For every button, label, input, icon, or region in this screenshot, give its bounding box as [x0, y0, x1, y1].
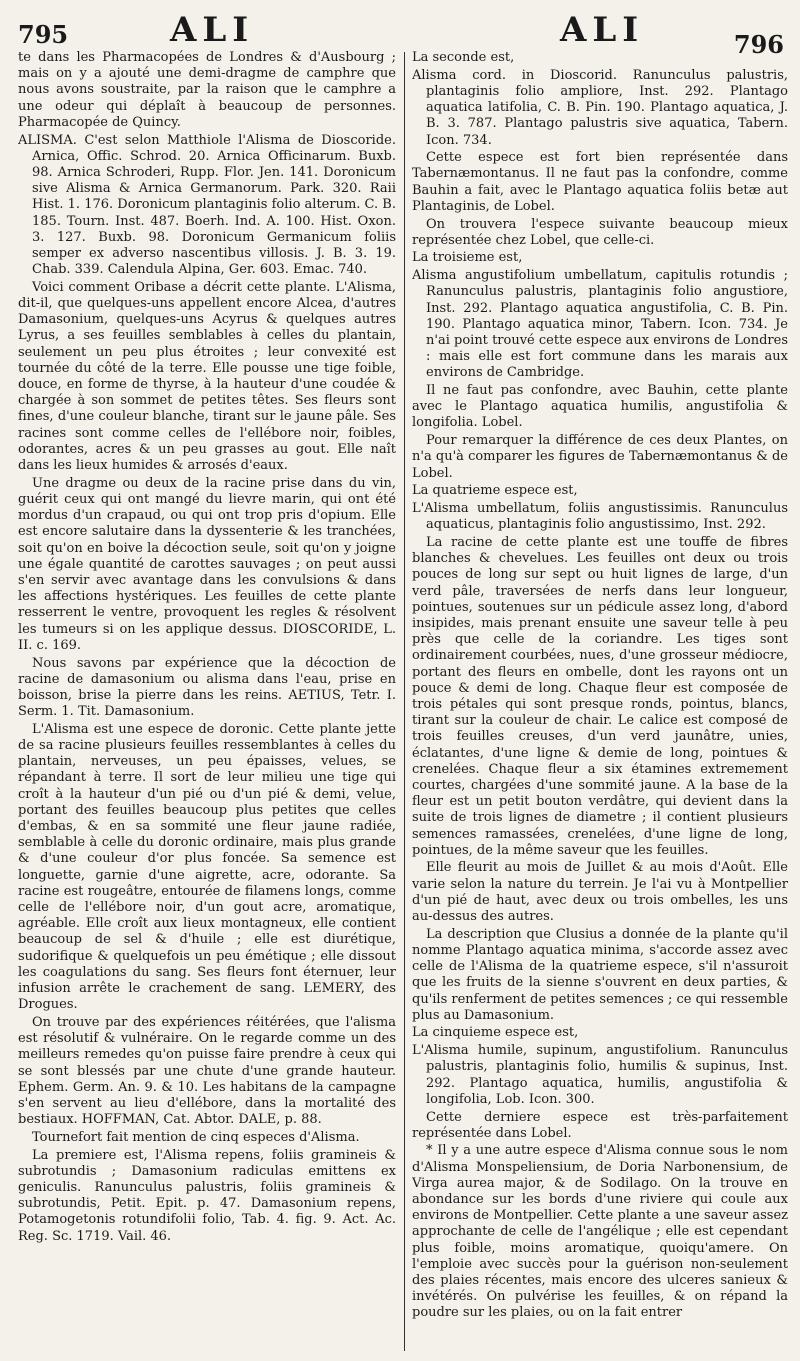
paragraph: Une dragme ou deux de la racine prise dans du vin, guérit ceux qui ont mangé du lievre marin, qui ont été mordus d'un crapaud, ou qui ont trop pris d'opium. Elle est encore salutaire dans la dyssenterie & les tranchées, soit qu'on en boive la décoction seule, soit qu'on y joigne une égale quantité de carottes sauvages ; on peut aussi s'en servir avec avantage dans les convulsions & dans les affections hystériques. Les feuilles de cette plante resserrent le ventre, provoquent les regles & résolvent les tumeurs si on les applique dessus. DIOSCORIDE, L. II. c. 169.	[18, 475, 396, 653]
paragraph: La troisieme est,	[412, 250, 523, 266]
paragraph: L'Alisma humile, supinum, angustifolium. Ranunculus palustris, plantaginis folio, humilis & supinus, Inst. 292. Plantago aquatica, humilis, angustifolia & longifolia, Lob. Icon. 300.	[412, 1043, 788, 1107]
paragraph: te dans les Pharmacopées de Londres & d'Ausbourg ; mais on y a ajouté une demi-dragme de camphre que nous avons soustraite, par la raison que le camphre a une odeur qui déplaît à beaucoup de personnes. Pharmacopée de Quincy.	[18, 50, 396, 130]
paragraph: ALISMA. C'est selon Matthiole l'Alisma de Dioscoride. Arnica, Offic. Schrod. 20. Arnica Officinarum. Buxb. 98. Arnica Schroderi, Rupp. Flor. Jen. 141. Doronicum sive Alisma & Arnica Germanorum. Park. 320. Raii Hist. 1. 176. Doronicum plantaginis folio alterum. C. B. 185. Tourn. Inst. 487. Boerh. Ind. A. 100. Hist. Oxon. 3. 127. Buxb. 98. Doronicum Germanicum foliis semper ex adverso nascentibus villosis. J. B. 3. 19. Chab. 339. Calendula Alpina, Ger. 603. Emac. 740.	[18, 132, 396, 278]
paragraph: Elle fleurit au mois de Juillet & au mois d'Août. Elle varie selon la nature du terrein. Je l'ai vu à Montpellier d'un pié de haut, avec deux ou trois ombelles, les uns au-dessus des autres.	[412, 860, 788, 925]
paragraph: On trouvera l'espece suivante beaucoup mieux représentée chez Lobel, que celle-ci.	[412, 216, 788, 248]
right-page-number: 796	[733, 30, 784, 59]
right-running-head: ALI	[560, 10, 645, 50]
column-divider	[404, 52, 405, 1351]
paragraph: La description que Clusius a donnée de la plante qu'il nomme Plantago aquatica minima, s'accorde assez avec celle de l'Alisma de la quatrieme espece, s'il n'assuroit que les fruits de la sienne s'ouvrent en deux parties, & qu'ils renferment de petites semences ; ce qui ressemble plus au Damasonium.	[412, 926, 788, 1023]
paragraph: Voici comment Oribase a décrit cette plante. L'Alisma, dit-il, que quelques-uns appellent encore Alcea, d'autres Damasonium, quelques-uns Acyrus & quelques autres Lyrus, a ses feuilles semblables à celles du plantain, seulement un peu plus étroites ; leur convexité est tournée du côté de la terre. Elle pousse une tige foible, douce, en forme de thyrse, à la hauteur d'une coudée & chargée à son sommet de petites têtes. Ses fleurs sont fines, d'une couleur blanche, tirant sur le jaune pâle. Ses racines sont comme celles de l'ellébore noir, foibles, odorantes, acres & un peu grasses au gout. Elle naît dans les lieux humides & arrosés d'eaux.	[18, 279, 396, 474]
paragraph: La cinquieme espece est,	[412, 1025, 579, 1041]
left-page-number: 795	[18, 20, 69, 49]
paragraph: L'Alisma umbellatum, foliis angustissimis. Ranunculus aquaticus, plantaginis folio angustissimo, Inst. 292.	[412, 500, 788, 533]
paragraph: Cette derniere espece est très-parfaitement représentée dans Lobel.	[412, 1109, 788, 1141]
paragraph: Alisma angustifolium umbellatum, capitulis rotundis ; Ranunculus palustris, plantaginis folio angustiore, Inst. 292. Plantago aquatica angustifolia, C. B. Pin. 190. Plantago aquatica minor, Tabern. Icon. 734. Je n'ai point trouvé cette espece aux environs de Londres : mais elle est fort commune dans les marais aux environs de Cambridge.	[412, 268, 788, 381]
paragraph: Alisma cord. in Dioscorid. Ranunculus palustris, plantaginis folio ampliore, Inst. 292. Plantago aquatica latifolia, C. B. Pin. 190. Plantago aquatica, J. B. 3. 787. Plantago palustris sive aquatica, Tabern. Icon. 734.	[412, 67, 788, 148]
paragraph: Pour remarquer la différence de ces deux Plantes, on n'a qu'à comparer les figures de Tabernæmontanus & de Lobel.	[412, 433, 788, 481]
paragraph: On trouve par des expériences réitérées, que l'alisma est résolutif & vulnéraire. On le regarde comme un des meilleurs remedes qu'on puisse faire prendre à ceux qui se sont blessés par une chute d'une grande hauteur. Ephem. Germ. An. 9. & 10. Les habitans de la campagne s'en servent au lieu d'ellébore, dans la mortalité des bestiaux. HOFFMAN, Cat. Abtor. DALE, p. 88.	[18, 1014, 396, 1128]
paragraph: Cette espece est fort bien représentée dans Tabernæmontanus. Il ne faut pas la confondre, comme Bauhin a fait, avec le Plantago aquatica foliis betæ aut Plantaginis, de Lobel.	[412, 150, 788, 214]
left-column	[18, 50, 396, 1353]
paragraph: La quatrieme espece est,	[412, 483, 578, 499]
paragraph: La seconde est,	[412, 50, 515, 65]
paragraph: L'Alisma est une espece de doronic. Cette plante jette de sa racine plusieurs feuilles ressemblantes à celles du plantain, nerveuses, un peu épaisses, velues, se répandant à terre. Il sort de leur milieu une tige qui croît à la hauteur d'un pié ou d'un pié & demi, velue, portant des feuilles beaucoup plus petites que celles d'embas, & en sa sommité une fleur jaune radiée, semblable à celle du doronic ordinaire, mais plus grande & d'une couleur d'or plus foncée. Sa semence est longuette, garnie d'une aigrette, acre, odorante. Sa racine est rougeâtre, entourée de filamens longs, comme celle de l'ellébore noir, d'un gout acre, aromatique, agréable. Elle croît aux lieux montagneux, elle contient beaucoup de sel & d'huile ; elle est diurétique, sudorifique & quelquefois un peu émétique ; elle dissout les coagulations du sang. Ses fleurs font éternuer, leur infusion arrête le crachement de sang. LEMERY, des Drogues.	[18, 721, 396, 1013]
paragraph: Il ne faut pas confondre, avec Bauhin, cette plante avec le Plantago aquatica humilis, angustifolia & longifolia. Lobel.	[412, 383, 788, 431]
paragraph: Nous savons par expérience que la décoction de racine de damasonium ou alisma dans l'eau, prise en boisson, brise la pierre dans les reins. AETIUS, Tetr. I. Serm. 1. Tit. Damasonium.	[18, 655, 396, 720]
left-running-head: ALI	[170, 10, 255, 50]
paragraph: La racine de cette plante est une touffe de fibres blanches & chevelues. Les feuilles ont deux ou trois pouces de long sur sept ou huit lignes de large, d'un verd pâle, traversées de nerfs dans leur longueur, pointues, soutenues sur un pédicule assez long, d'abord insipides, mais prenant ensuite une saveur telle à peu près que celle de la coriandre. Les tiges sont ordinairement courbées, nues, d'une grosseur médiocre, portant des fleurs en ombelle, dont les rayons ont un pouce & demi de long. Chaque fleur est composée de trois pétales qui sont presque ronds, pointus, blancs, tirant sur la couleur de chair. Le calice est composé de trois feuilles creuses, d'un verd jaunâtre, unies, éclatantes, d'une ligne & demie de long, pointues & crenelées. Chaque fleur a six étamines extremement courtes, chargées d'une sommité jaune. A la base de la fleur est un petit bouton verdâtre, qui devient dans la suite de trois lignes de diametre ; il contient plusieurs semences ramassées, crenelées, d'une ligne de long, pointues, de la même saveur que les feuilles.	[412, 534, 788, 858]
paragraph: La premiere est, l'Alisma repens, foliis gramineis & subrotundis ; Damasonium radiculas emittens ex geniculis. Ranunculus palustris, foliis gramineis & subrotundis, Petit. Epit. p. 47. Damasonium repens, Potamogetonis rotundifolii folio, Tab. 4. fig. 9. Act. Ac. Reg. Sc. 1719. Vail. 46.	[18, 1147, 396, 1244]
right-column	[412, 50, 788, 1353]
paragraph: Tournefort fait mention de cinq especes d'Alisma.	[32, 1129, 360, 1145]
paragraph: * Il y a une autre espece d'Alisma connue sous le nom d'Alisma Monspeliensium, de Doria Narbonensium, de Virga aurea major, & de Sodilago. On la trouve en abondance sur les bords d'une riviere qui coule aux environs de Montpellier. Cette plante a une saveur assez approchante de celle de l'angélique ; elle est cependant plus foible, moins aromatique, quoiqu'amere. On l'emploie avec succès pour la guérison non-seulement des plaies récentes, mais encore des ulceres sanieux & invétérés. On pulvérise les feuilles, & on répand la poudre sur les plaies, ou on la fait entrer	[412, 1143, 788, 1321]
